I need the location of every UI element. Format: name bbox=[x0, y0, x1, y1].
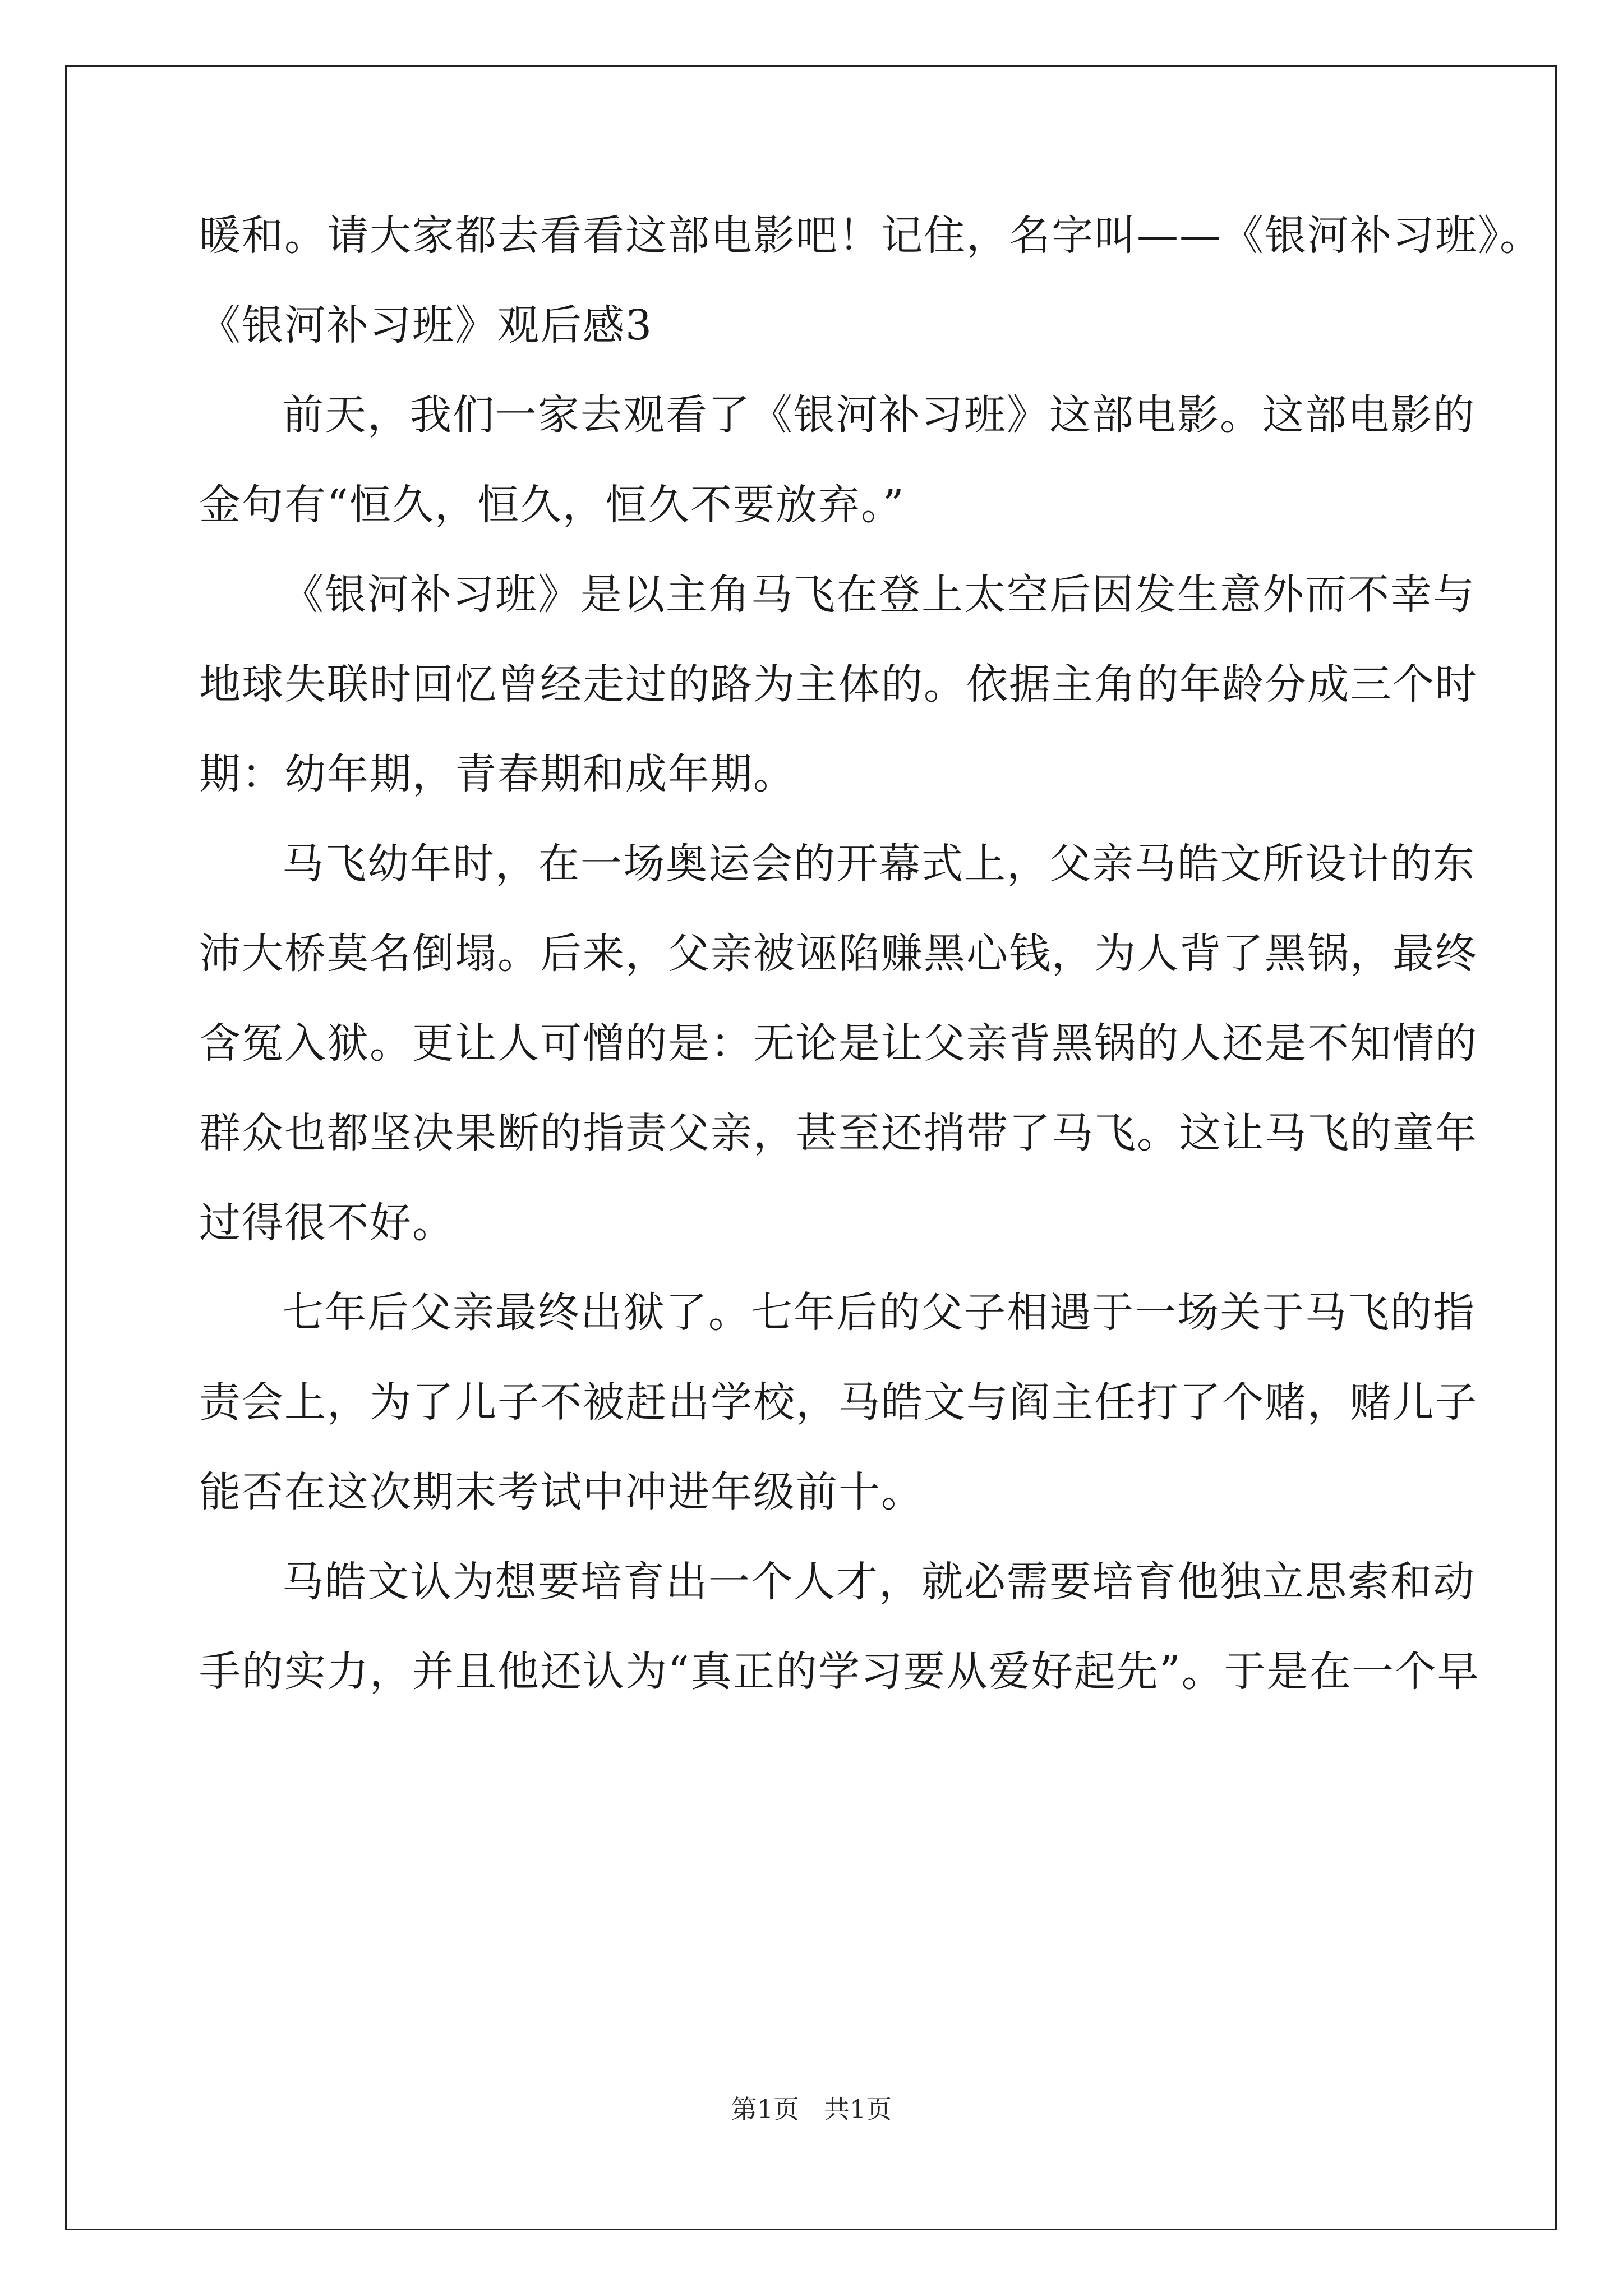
text-line-9: 沛大桥莫名倒塌。后来，父亲被诬陷赚黑心钱，为人背了黑锅，最终 bbox=[199, 930, 1478, 978]
text-line-13: 七年后父亲最终出狱了。七年后的父子相遇于一场关于马飞的指 bbox=[282, 1289, 1476, 1337]
section-title: 《银河补习班》观后感3 bbox=[199, 301, 653, 349]
text-line-7: 期：幼年期，青春期和成年期。 bbox=[199, 750, 796, 798]
text-line-11: 群众也都坚决果断的指责父亲，甚至还捎带了马飞。这让马飞的童年 bbox=[199, 1109, 1478, 1157]
text-line-17: 手的实力，并且他还认为“真正的学习要从爱好起先”。于是在一个早 bbox=[199, 1648, 1480, 1696]
text-line-3: 前天，我们一家去观看了《银河补习班》这部电影。这部电影的 bbox=[282, 391, 1476, 439]
text-line-1: 暖和。请大家都去看看这部电影吧！记住，名字叫——《银河补习班》。 bbox=[199, 211, 1542, 260]
text-line-6: 地球失联时回忆曾经走过的路为主体的。依据主角的年龄分成三个时 bbox=[199, 660, 1478, 708]
text-line-15: 能否在这次期末考试中冲进年级前十。 bbox=[199, 1468, 924, 1516]
text-line-12: 过得很不好。 bbox=[199, 1199, 455, 1247]
text-line-16: 马皓文认为想要培育出一个人才，就必需要培育他独立思索和动 bbox=[282, 1558, 1476, 1606]
text-line-14: 责会上，为了儿子不被赶出学校，马皓文与阎主任打了个赌，赌儿子 bbox=[199, 1378, 1478, 1427]
document-body bbox=[199, 191, 1542, 1717]
page-number-total: 共1页 bbox=[824, 2094, 892, 2124]
text-line-5: 《银河补习班》是以主角马飞在登上太空后因发生意外而不幸与 bbox=[282, 570, 1476, 619]
text-line-4: 金句有“恒久，恒久，恒久不要放弃。” bbox=[199, 481, 905, 529]
page-number-current: 第1页 bbox=[731, 2094, 799, 2124]
text-line-10: 含冤入狱。更让人可憎的是：无论是让父亲背黑锅的人还是不知情的 bbox=[199, 1019, 1478, 1068]
page-footer bbox=[0, 2092, 1623, 2126]
text-line-8: 马飞幼年时，在一场奥运会的开幕式上，父亲马皓文所设计的东 bbox=[282, 840, 1476, 888]
